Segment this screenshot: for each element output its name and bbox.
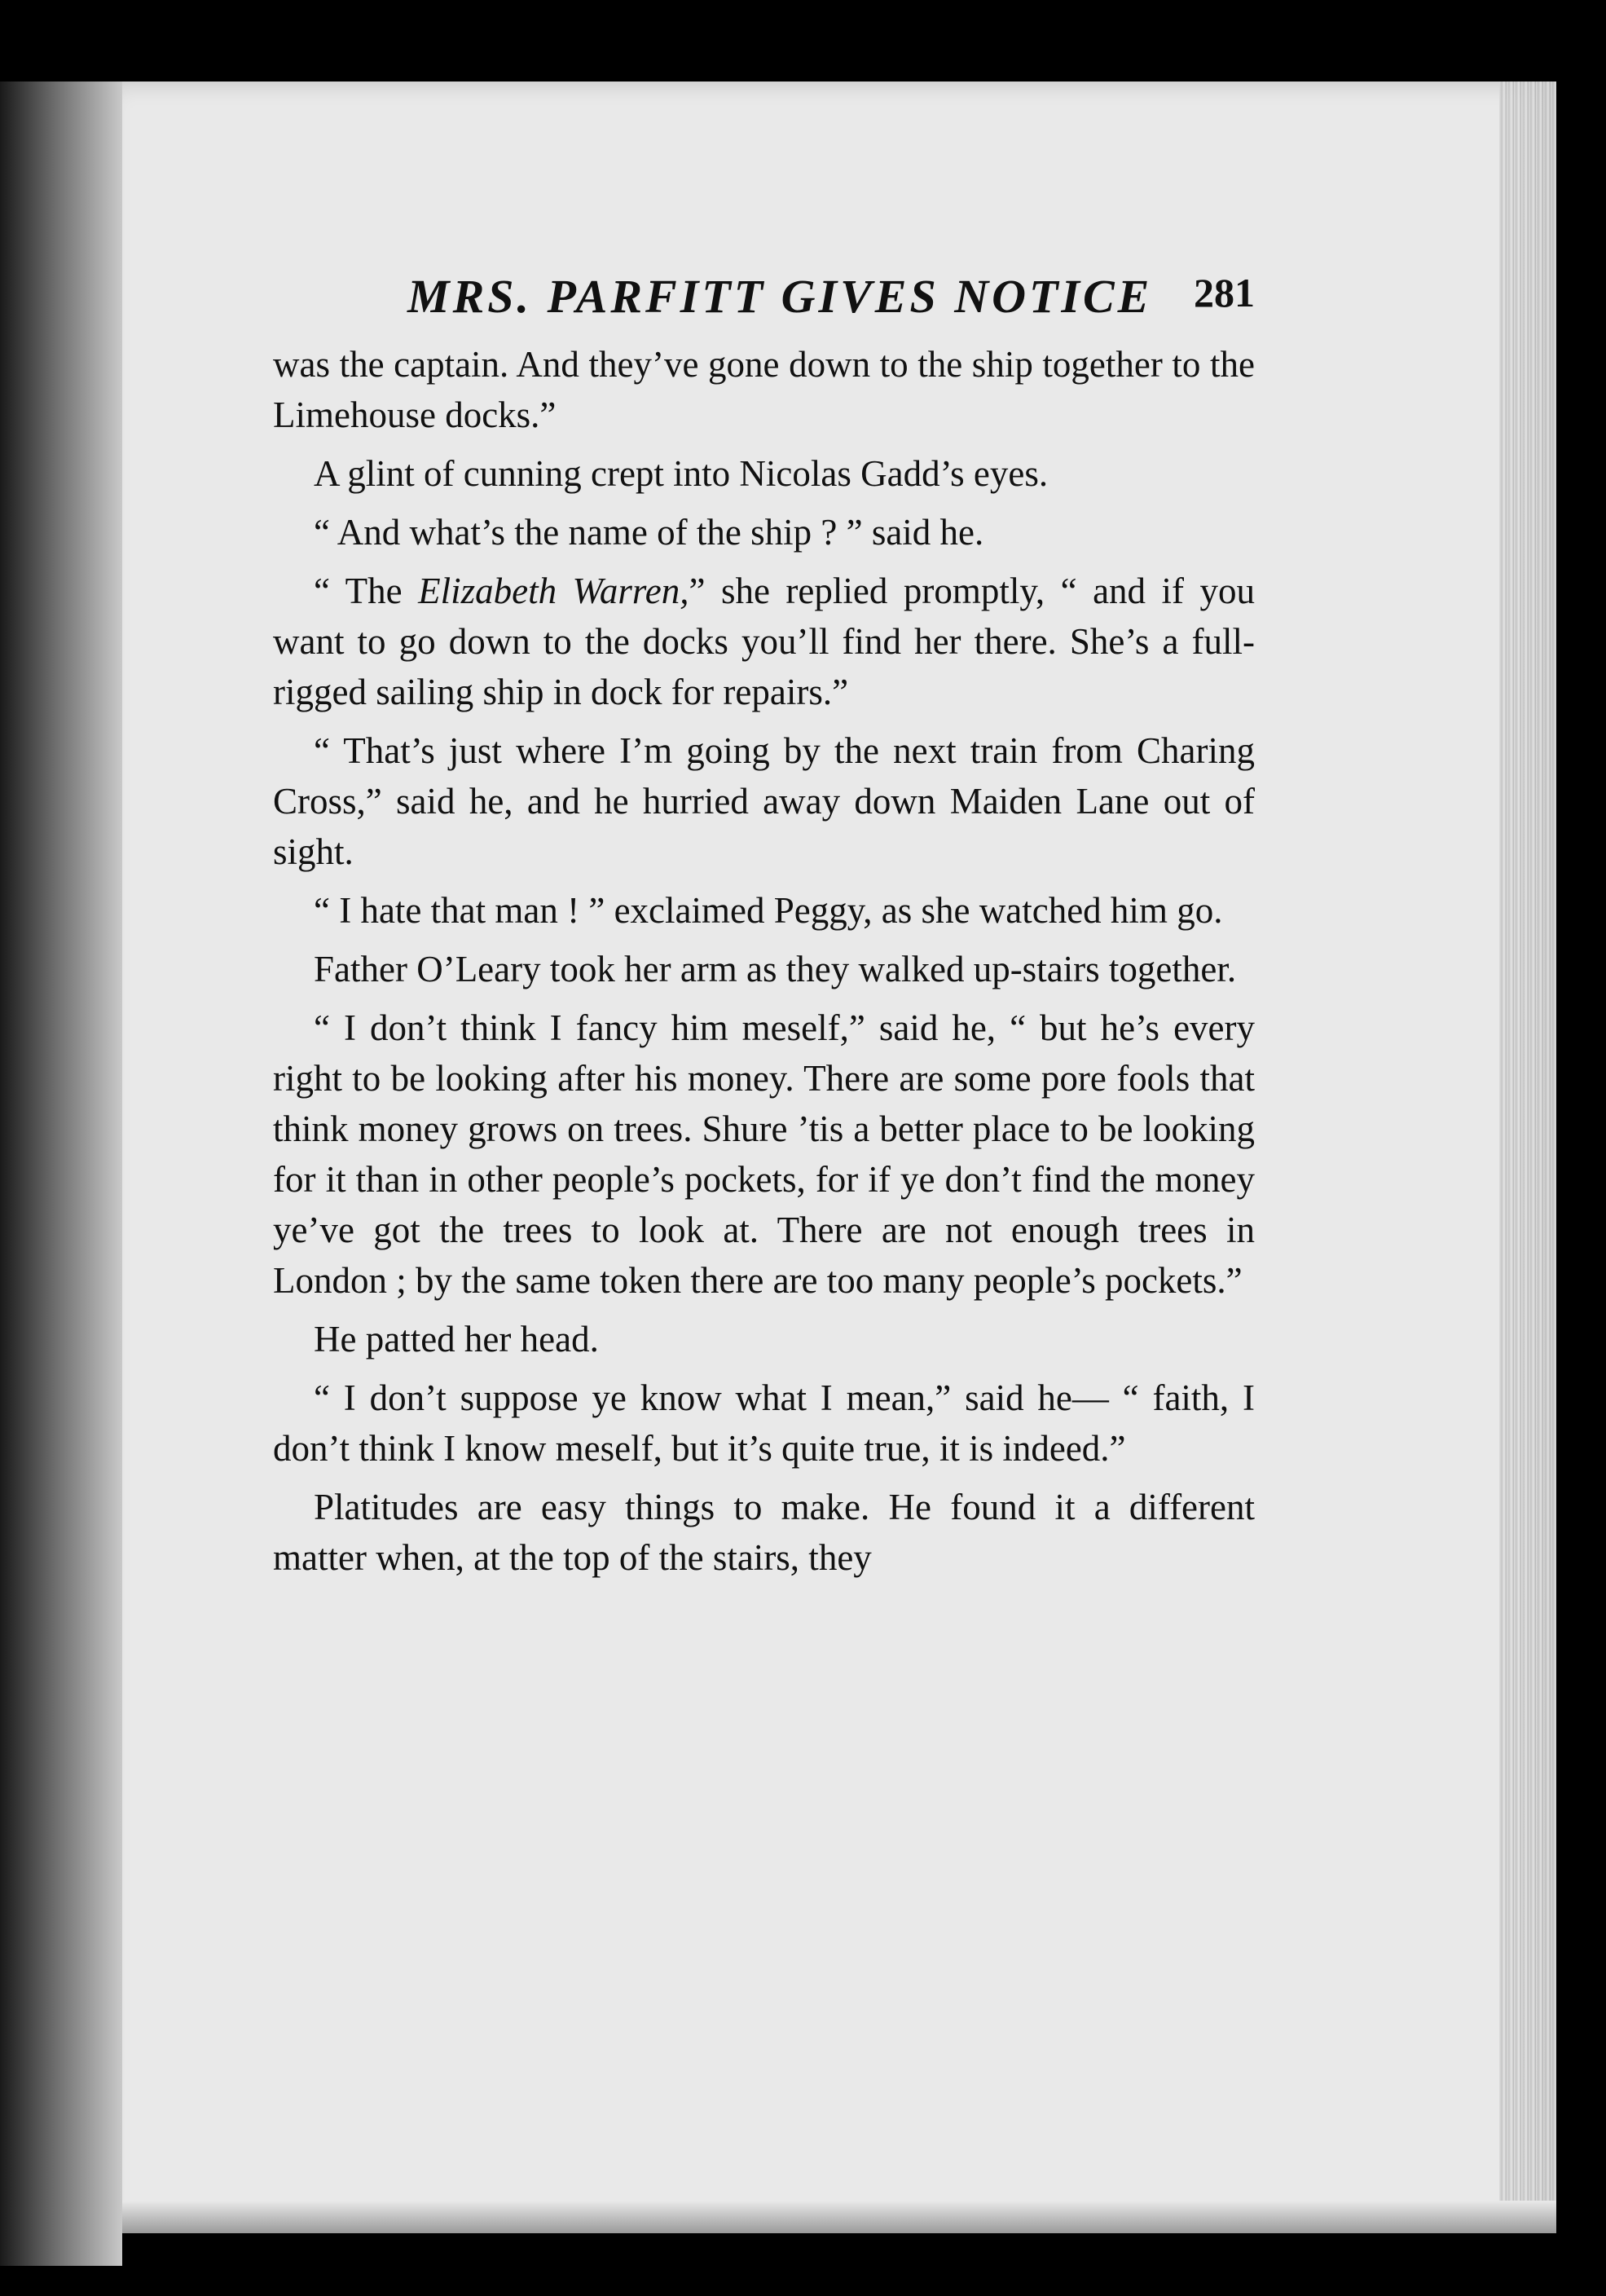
paragraph: A glint of cunning crept into Nicolas Gadd’s eyes. — [314, 453, 1049, 494]
paragraph — [273, 566, 1255, 717]
paragraph: Platitudes are easy things to make. He found it a different matter when, at the top of the stairs, they — [273, 1487, 1255, 1578]
paragraph-text: “ The — [314, 571, 419, 611]
paragraph: “ That’s just where I’m going by the next train from Charing Cross,” said he, and he hurried away down Maiden Lane out of sight. — [273, 730, 1255, 872]
ship-name: Elizabeth Warren, — [418, 571, 689, 611]
paragraph: Father O’Leary took her arm as they walked up-stairs together. — [314, 949, 1237, 989]
paragraph: “ And what’s the name of the ship ? ” said he. — [314, 512, 984, 553]
paragraph: “ I don’t think I fancy him meself,” said he, “ but he’s every right to be looking after his money. There are some pore fools that think money grows on trees. Shure ’tis a better place to be looking for it than in other people’s pockets, for if ye don’t find the money ye’ve got the trees to look at. There are not enough trees in London ; by the same token there are too many people’s pockets.” — [273, 1007, 1255, 1301]
page-number: 281 — [1194, 270, 1255, 315]
left-page-edge — [0, 82, 122, 2266]
paragraph: “ I hate that man ! ” exclaimed Peggy, as she watched him go. — [314, 890, 1223, 931]
running-head — [407, 269, 1255, 334]
page-bottom-shadow — [122, 2201, 1556, 2233]
paragraph: “ I don’t suppose ye know what I mean,” said he— “ faith, I don’t think I know meself, but it’s quite true, it is indeed.” — [273, 1377, 1255, 1469]
paragraph-text: ” she replied promptly, “ and if you want to go down to the docks you’ll find her there. She’s a full-rigged sailing ship in dock for repairs.” — [273, 571, 1256, 712]
running-title: MRS. PARFITT GIVES NOTICE — [407, 270, 1153, 323]
paragraph: He patted her head. — [314, 1319, 599, 1360]
paragraph: was the captain. And they’ve gone down to the ship together to the Limehouse docks.” — [273, 344, 1255, 435]
body-text — [273, 339, 1255, 1591]
page-stack-edge — [1499, 82, 1556, 2233]
